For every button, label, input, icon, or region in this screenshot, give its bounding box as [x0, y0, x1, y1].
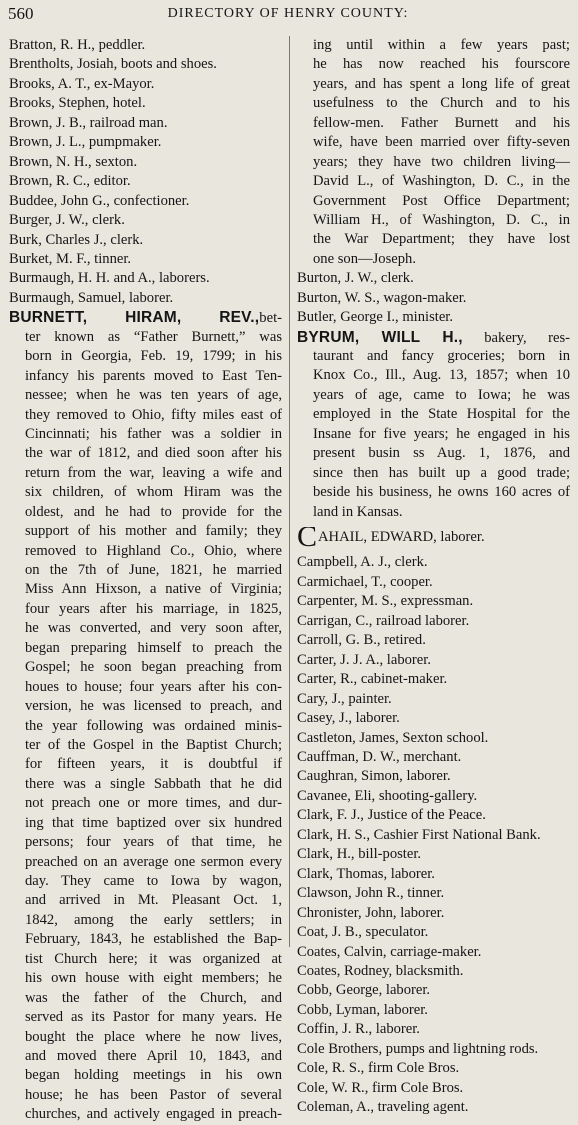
directory-entry: Coates, Rodney, blacksmith. — [297, 962, 464, 979]
directory-entry: Brown, J. L., pumpmaker. — [9, 134, 162, 151]
burnett-text-line: for fifteen years, it is doubtful if — [25, 756, 282, 773]
cahail-entry — [297, 527, 570, 547]
burnett-text-line: born in Georgia, Feb. 19, 1799; in his — [25, 348, 282, 365]
running-title: DIRECTORY OF HENRY COUNTY: — [167, 6, 409, 21]
directory-entry: Coates, Calvin, carriage-maker. — [297, 943, 482, 960]
burnett-text-line: and arrived in Mt. Pleasant Oct. 1, — [25, 892, 282, 909]
burnett-text-line: persons; four years of that time, he — [25, 834, 282, 851]
burnett-text-line: six children, of whom Hiram was the — [25, 484, 282, 501]
byrum-text-line: beside his business, he owns 160 acres of — [313, 484, 570, 501]
directory-entry: Brooks, A. T., ex-Mayor. — [9, 75, 155, 92]
byrum-text-line: years of age, came to Iowa; he was — [313, 386, 570, 403]
burnett-text-line: ing that time baptized over six hundred — [25, 814, 282, 831]
burnett-text-line: house; he has been Pastor of several — [25, 1086, 282, 1103]
directory-entry: Carpenter, M. S., expressman. — [297, 593, 474, 610]
directory-entry: Carter, R., cabinet-maker. — [297, 671, 448, 688]
byrum-text-line: employed in the State Hospital for the — [313, 406, 570, 423]
directory-entry: Clawson, John R., tinner. — [297, 885, 445, 902]
directory-entry: Burket, M. F., tinner. — [9, 250, 132, 267]
directory-entry: Carter, J. J. A., laborer. — [297, 651, 431, 668]
burnett-text-line: the year following was ordained minis- — [25, 717, 282, 734]
directory-entry: Campbell, A. J., clerk. — [297, 554, 428, 571]
directory-entry: Coleman, A., traveling agent. — [297, 1099, 469, 1116]
directory-entry: Cole, R. S., firm Cole Bros. — [297, 1060, 460, 1077]
burnett-continued-line: one son—Joseph. — [313, 250, 416, 267]
directory-entry: Brooks, Stephen, hotel. — [9, 95, 146, 112]
burnett-continued-line: wife, have been married over fifty-seven — [313, 134, 570, 151]
directory-entry: Clark, F. J., Justice of the Peace. — [297, 807, 486, 824]
burnett-text-line: his own house with eight members; he — [25, 970, 282, 987]
directory-entry: Chronister, John, laborer. — [297, 904, 445, 921]
burnett-text-line: Miss Ann Hixson, a native of Virginia; — [25, 581, 282, 598]
directory-entry: Brown, R. C., editor. — [9, 173, 131, 190]
left-column — [9, 36, 282, 1125]
directory-entry: Burmaugh, Samuel, laborer. — [9, 289, 174, 306]
directory-entry: Buddee, John G., confectioner. — [9, 192, 190, 209]
directory-entry: Clark, H., bill-poster. — [297, 846, 422, 863]
burnett-text-line: preached on an average one sermon every — [25, 853, 282, 870]
directory-entry: Burton, J. W., clerk. — [297, 270, 414, 287]
byrum-text-line: taurant and fancy groceries; born in — [313, 348, 570, 365]
burnett-continued-line: the War Department; they have lost — [313, 231, 570, 248]
directory-entry: Caughran, Simon, laborer. — [297, 768, 451, 785]
byrum-text-line: present busin ss Aug. 1, 1876, and — [313, 445, 570, 462]
directory-entry: Burger, J. W., clerk. — [9, 212, 125, 229]
directory-entry: Casey, J., laborer. — [297, 710, 400, 727]
burnett-continued-line: years, and has spent a long life of great — [313, 75, 570, 92]
directory-entry: Brentholts, Josiah, boots and shoes. — [9, 56, 217, 73]
burnett-text-line: began holding meetings in his own — [25, 1067, 282, 1084]
byrum-text-line: land in Kansas. — [313, 503, 403, 520]
byrum-text-line: Insane for five years; he engaged in his — [313, 425, 570, 442]
directory-entry: Butler, George I., minister. — [297, 309, 453, 326]
burnett-text-line: return from the war, leaving a wife and — [25, 464, 282, 481]
cahail-text: AHAIL, EDWARD, laborer. — [318, 528, 485, 545]
burnett-text-line: was the father of the Church, and — [25, 989, 282, 1006]
directory-entry: Cary, J., painter. — [297, 690, 392, 707]
directory-entry: Carmichael, T., cooper. — [297, 573, 433, 590]
byrum-text-line: since then has built up a good trade; — [313, 464, 570, 481]
directory-entry: Coffin, J. R., laborer. — [297, 1021, 420, 1038]
burnett-continued-line: ing until within a few years past; — [313, 37, 570, 53]
burnett-text-line: tist Church here; it was organized at — [25, 950, 282, 967]
burnett-text-line: ter of the Gospel in the Baptist Church; — [25, 736, 282, 753]
burnett-name: BURNETT, HIRAM, REV., — [9, 309, 260, 327]
directory-entry: Brown, N. H., sexton. — [9, 153, 138, 170]
burnett-text-line: and moved there April 10, 1843, and — [25, 1047, 282, 1064]
burnett-text-line: removed to Highland Co., Ohio, where — [25, 542, 282, 559]
burnett-text-line: version, he was licensed to preach, and — [25, 698, 282, 715]
burnett-text-line: Gospel; he soon began preaching from — [25, 659, 282, 676]
directory-entry: Clark, H. S., Cashier First National Bank. — [297, 826, 541, 843]
burnett-text-line: oldest, and he had to provide for the — [25, 503, 282, 520]
burnett-text-line: the war of 1812, and died soon after his — [25, 445, 282, 462]
drop-cap-initial: C — [297, 526, 318, 548]
burnett-continued-line: William H., of Washington, D. C., in — [313, 211, 570, 228]
burnett-text-line: four years after his marriage, in 1825, — [25, 600, 282, 617]
directory-entry: Cobb, Lyman, laborer. — [297, 1001, 428, 1018]
directory-entry: Clark, Thomas, laborer. — [297, 865, 435, 882]
burnett-text-line: February, 1843, he established the Bap- — [25, 931, 282, 948]
burnett-continued-line: he has now reached his fourscore — [313, 56, 570, 73]
burnett-continued-line: years; they have two children living— — [313, 153, 570, 170]
directory-entry: Cole Brothers, pumps and lightning rods. — [297, 1040, 539, 1057]
burnett-text-line: houes to house; four years after his con- — [25, 678, 282, 695]
burnett-text-line: not preach one or more times, and dur- — [25, 795, 282, 812]
burnett-text-line: Cincinnati; his father was a soldier in — [25, 425, 282, 442]
burnett-first-tail: bet- — [259, 310, 282, 327]
directory-entry: Carroll, G. B., retired. — [297, 632, 426, 649]
page-header — [8, 4, 568, 28]
byrum-name: BYRUM, WILL H., — [297, 328, 463, 346]
burnett-text-line: on the 7th of June, 1821, he married — [25, 562, 282, 579]
burnett-continued-line: David L., of Washington, D. C., in the — [313, 173, 570, 190]
right-column — [297, 36, 570, 1118]
burnett-text-line: served as its Pastor for many years. He — [25, 1009, 282, 1026]
byrum-text-line: Knox Co., Ill., Aug. 13, 1857; when 10 — [313, 367, 570, 384]
burnett-text-line: 1842, among the early settlers; in — [25, 911, 282, 928]
directory-entry: Burmaugh, H. H. and A., laborers. — [9, 270, 210, 287]
directory-entry: Castleton, James, Sexton school. — [297, 729, 489, 746]
burnett-text-line: nessee; when he was ten years of age, — [25, 387, 282, 404]
page-number: 560 — [8, 4, 34, 23]
directory-entry: Cavanee, Eli, shooting-gallery. — [297, 787, 478, 804]
directory-entry: Cole, W. R., firm Cole Bros. — [297, 1079, 464, 1096]
burnett-text-line: day. They came to Iowa by wagon, — [25, 873, 282, 890]
burnett-text-line: infancy his parents moved to East Ten- — [25, 367, 282, 384]
burnett-text-line: churches, and actively engaged in preach- — [25, 1106, 282, 1123]
directory-entry: Carrigan, C., railroad laborer. — [297, 612, 470, 629]
directory-entry: Brown, J. B., railroad man. — [9, 114, 168, 131]
burnett-text-line: began preparing himself to preach the — [25, 639, 282, 656]
directory-entry: Cauffman, D. W., merchant. — [297, 748, 462, 765]
column-divider — [289, 36, 290, 947]
burnett-text-line: they removed to Ohio, fifty miles east of — [25, 406, 282, 423]
burnett-text-line: there was a single Sabbath that he did — [25, 775, 282, 792]
burnett-text-line: bought the place where he now lives, — [25, 1028, 282, 1045]
burnett-text-line: support of his mother and family; they — [25, 523, 282, 540]
burnett-entry-heading — [9, 308, 282, 327]
burnett-continued-line: fellow-men. Father Burnett and his — [313, 114, 570, 131]
directory-entry: Cobb, George, laborer. — [297, 982, 431, 999]
byrum-first-tail: bakery, res- — [484, 329, 570, 346]
directory-entry: Burton, W. S., wagon-maker. — [297, 289, 467, 306]
directory-entry: Bratton, R. H., peddler. — [9, 37, 146, 53]
burnett-text-line: he was converted, and very soon after, — [25, 620, 282, 637]
directory-entry: Coat, J. B., speculator. — [297, 924, 429, 941]
burnett-text-line: ter known as “Father Burnett,” was — [25, 328, 282, 345]
directory-entry: Burk, Charles J., clerk. — [9, 231, 144, 248]
byrum-entry-heading — [297, 328, 570, 347]
burnett-continued-line: usefulness to the Church and to his — [313, 95, 570, 112]
burnett-continued-line: Government Post Office Department; — [313, 192, 570, 209]
